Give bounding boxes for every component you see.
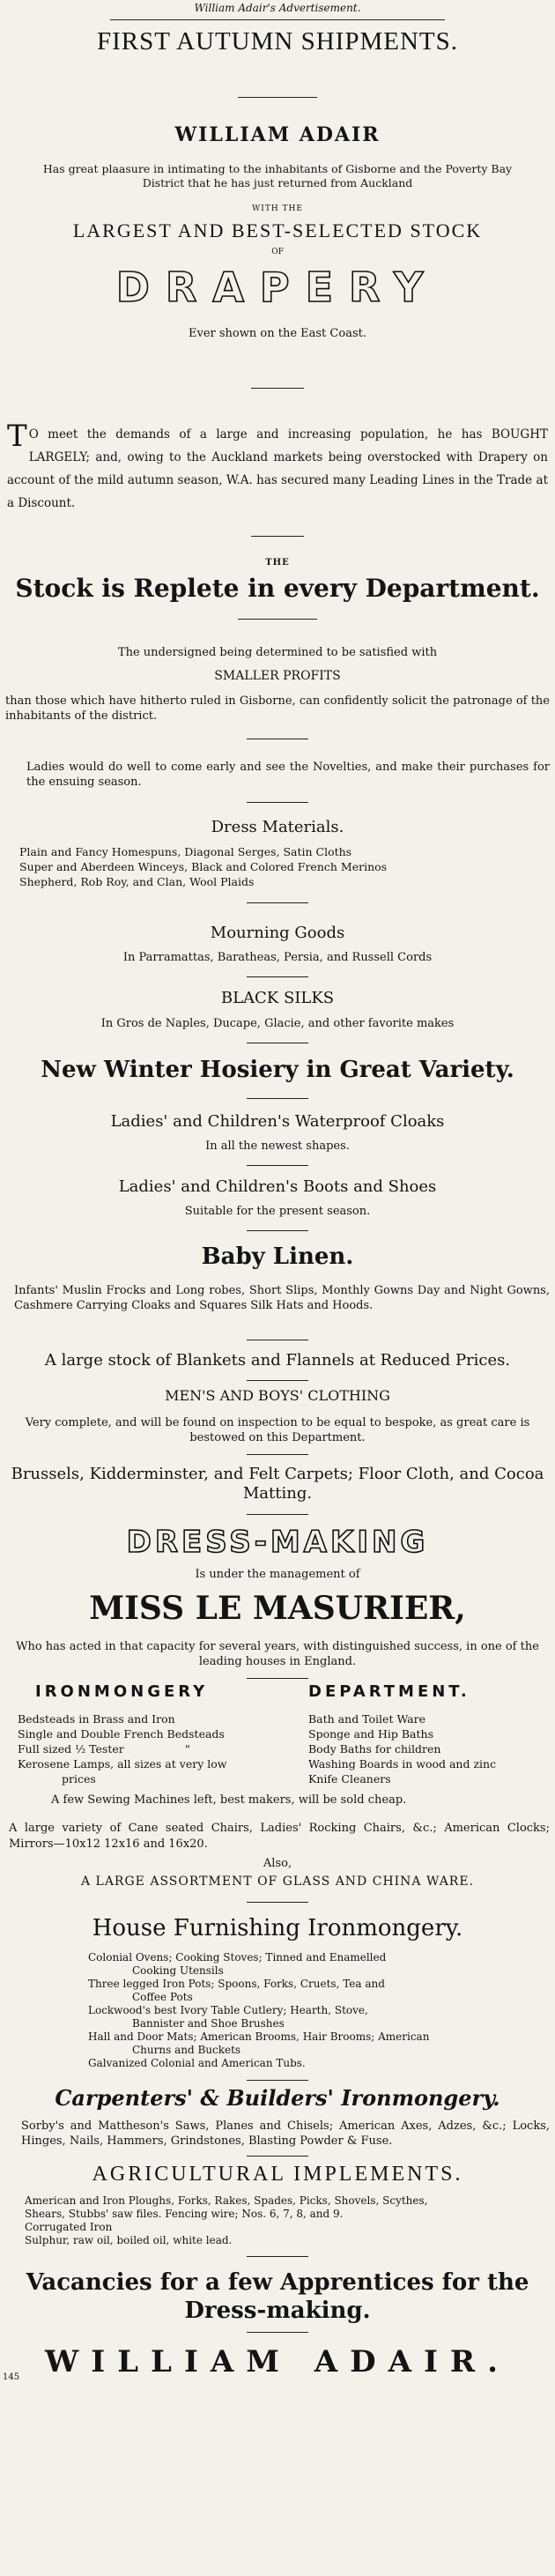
clothing-text: Very complete, and will be found on inspection to be equal to bespoke, as great care is bestowed on this Department.: [25, 1416, 530, 1444]
largest-stock: LARGEST AND BEST-SELECTED STOCK: [72, 219, 483, 241]
silks-line: In Gros de Naples, Ducape, Glacie, and other favorite makes: [100, 1017, 455, 1030]
list-item: Knife Cleaners: [308, 1772, 391, 1785]
section-rule: [251, 388, 304, 389]
hosiery-title: New Winter Hosiery in Great Variety.: [41, 1057, 514, 1083]
list-item: Shepherd, Rob Roy, and Clan, Wool Plaids: [19, 875, 255, 888]
section-rule: [247, 1165, 308, 1166]
list-item: Single and Double French Bedsteads: [18, 1727, 225, 1741]
section-rule: [247, 2080, 308, 2081]
list-item: Churns and Buckets: [132, 2044, 241, 2056]
ironmongery-title: IRONMONGERY: [35, 1682, 209, 1701]
also-text: Also,: [263, 1857, 292, 1870]
vacancies-title: Vacancies for a few Apprentices for the Dress-making.: [26, 2269, 529, 2324]
house-list: [88, 1951, 546, 2070]
headline: FIRST AUTUMN SHIPMENTS.: [96, 27, 458, 56]
section-rule: [247, 802, 308, 803]
the-label: THE: [265, 558, 290, 568]
list-item: Bath and Toilet Ware: [308, 1712, 426, 1726]
list-item: Cooking Utensils: [132, 1964, 224, 1977]
list-item: Three legged Iron Pots; Spoons, Forks, Cruets, Tea and: [88, 1978, 385, 1990]
list-item: Bannister and Shoe Brushes: [132, 2017, 285, 2030]
ironmongery-left-list: [18, 1711, 282, 1786]
clothing-title: MEN'S AND BOYS' CLOTHING: [165, 1387, 390, 1404]
running-title: William Adair's Advertisement.: [194, 2, 361, 14]
miss-le-masurier: MISS LE MASURIER,: [89, 1590, 466, 1627]
list-item: American and Iron Ploughs, Forks, Rakes, Spades, Picks, Shovels, Scythes,: [25, 2194, 428, 2207]
list-item: Full sized ½ Tester ": [18, 1742, 190, 1756]
list-item: Plain and Fancy Homespuns, Diagonal Serges, Satin Cloths: [19, 845, 352, 858]
section-rule: [238, 619, 317, 620]
sewing-machines: A few Sewing Machines left, best makers, will be sold cheap.: [51, 1793, 407, 1807]
dress-materials-title: Dress Materials.: [211, 818, 344, 836]
drop-cap: T: [7, 419, 27, 454]
section-rule: [247, 1098, 308, 1099]
blankets-title: A large stock of Blankets and Flannels at Reduced Prices.: [44, 1351, 511, 1370]
list-item: prices: [62, 1772, 96, 1785]
patronage-text: than those which have hitherto ruled in Gisborne, can confidently solicit the patronage of the inhabitants of the district.: [5, 694, 550, 723]
carpets-title: Brussels, Kidderminster, and Felt Carpets; Floor Cloth, and Cocoa Matting.: [11, 1465, 544, 1503]
cloaks-line: In all the newest shapes.: [205, 1140, 350, 1153]
list-item: Sponge and Hip Baths: [308, 1727, 433, 1741]
agricultural-title: AGRICULTURAL IMPLEMENTS.: [92, 2163, 463, 2186]
mourning-title: Mourning Goods: [210, 924, 345, 942]
section-rule: [247, 1514, 308, 1515]
page-number: 145: [3, 2372, 20, 2382]
boots-line: Suitable for the present season.: [184, 1205, 371, 1218]
ladies-text: Ladies would do well to come early and see the Novelties, and make their purchases for the ensuing season.: [26, 761, 550, 789]
section-rule: [247, 1902, 308, 1903]
dress-materials-list: [19, 844, 548, 889]
ditto-mark: ": [185, 1742, 190, 1756]
baby-title: Baby Linen.: [201, 1243, 354, 1270]
section-rule: [247, 1678, 308, 1679]
firm-name: WILLIAM ADAIR: [174, 123, 381, 146]
carpenters-text: Sorby's and Mattheson's Saws, Planes and Chisels; American Axes, Adzes, &c.; Locks, Hinges, Nails, Hammers, Grindstones, Blasting Powder & Fuse.: [21, 2119, 550, 2148]
stock-heading: Stock is Replete in every Department.: [15, 574, 540, 603]
list-item: Sulphur, raw oil, boiled oil, white lead.: [25, 2234, 233, 2246]
demands-paragraph: [0, 419, 555, 515]
list-item: Washing Boards in wood and zinc: [308, 1757, 497, 1771]
with-the-label: WITH THE: [252, 204, 303, 213]
dressmaking-text: Who has acted in that capacity for several years, with distinguished success, in one of the leading houses in England.: [16, 1640, 539, 1668]
demands-text: O meet the demands of a large and increasing population, he has BOUGHT LARGELY; and, owing to the Auckland markets being overstocked with Drapery on account of the mild autumn season, W.A. has secured many Leading Lines in the Trade at a Discount.: [7, 427, 548, 510]
baby-text: Infants' Muslin Frocks and Long robes, Short Slips, Monthly Gowns Day and Night Gowns, Cashmere Carrying Cloaks and Squares Silk Hats and Hoods.: [14, 1284, 550, 1312]
section-rule: [247, 2156, 308, 2157]
section-rule: [247, 2256, 308, 2257]
section-rule: [251, 536, 304, 537]
list-item: Hall and Door Mats; American Brooms, Hair Brooms; American: [88, 2030, 430, 2043]
list-item: Lockwood's best Ivory Table Cutlery; Hearth, Stove,: [88, 2004, 368, 2016]
list-item: Body Baths for children: [308, 1742, 441, 1756]
section-rule: [247, 2332, 308, 2333]
list-item: Shears, Stubbs' saw files. Fencing wire; Nos. 6, 7, 8, and 9.: [25, 2208, 344, 2220]
list-item: Bedsteads in Brass and Iron: [18, 1712, 175, 1726]
glass-china: A LARGE ASSORTMENT OF GLASS AND CHINA WARE.: [80, 1874, 475, 1889]
department-title: DEPARTMENT.: [308, 1682, 470, 1701]
drapery-title: DRAPERY: [115, 264, 440, 311]
section-rule: [247, 1380, 308, 1381]
ever-shown: Ever shown on the East Coast.: [189, 327, 366, 340]
ironmongery-right-list: [308, 1711, 551, 1786]
list-item: Coffee Pots: [132, 1991, 193, 2003]
section-rule: [247, 1454, 308, 1455]
list-item: Kerosene Lamps, all sizes at very low: [18, 1757, 227, 1771]
section-rule: [247, 976, 308, 977]
boots-title: Ladies' and Children's Boots and Shoes: [118, 1177, 437, 1196]
list-item: Galvanized Colonial and American Tubs.: [88, 2057, 306, 2069]
mourning-line: In Parramattas, Baratheas, Persia, and Russell Cords: [122, 951, 433, 964]
house-title: House Furnishing Ironmongery.: [92, 1915, 463, 1941]
list-item: Colonial Ovens; Cooking Stoves; Tinned and Enamelled: [88, 1951, 387, 1964]
list-item: Corrugated Iron: [25, 2221, 113, 2233]
undersigned-text: The undersigned being determined to be satisfied with: [117, 646, 438, 659]
section-rule: [247, 902, 308, 903]
header-rule: [110, 19, 445, 20]
footer-signature: WILLIAM ADAIR.: [45, 2344, 510, 2379]
ornament-rule: [238, 97, 317, 98]
smaller-profits: SMALLER PROFITS: [214, 669, 341, 683]
silks-title: BLACK SILKS: [220, 989, 335, 1007]
carpenters-title: Carpenters' & Builders' Ironmongery.: [55, 2085, 500, 2111]
cloaks-title: Ladies' and Children's Waterproof Cloaks: [110, 1112, 445, 1131]
chairs-text: A large variety of Cane seated Chairs, Ladies' Rocking Chairs, &c.; American Clocks; Mirrors—10x12 12x16 and 16x20.: [9, 1822, 550, 1851]
section-rule: [247, 1230, 308, 1231]
dressmaking-title: DRESS-MAKING: [126, 1525, 429, 1560]
list-item: Super and Aberdeen Winceys, Black and Colored French Merinos: [19, 860, 388, 873]
of-label: OF: [271, 248, 284, 256]
intro-text: Has great plaasure in intimating to the inhabitants of Gisborne and the Poverty Bay District that he has just returned from Auckland: [42, 162, 513, 189]
agricultural-list: [25, 2194, 550, 2247]
management-text: Is under the management of: [195, 1568, 360, 1581]
